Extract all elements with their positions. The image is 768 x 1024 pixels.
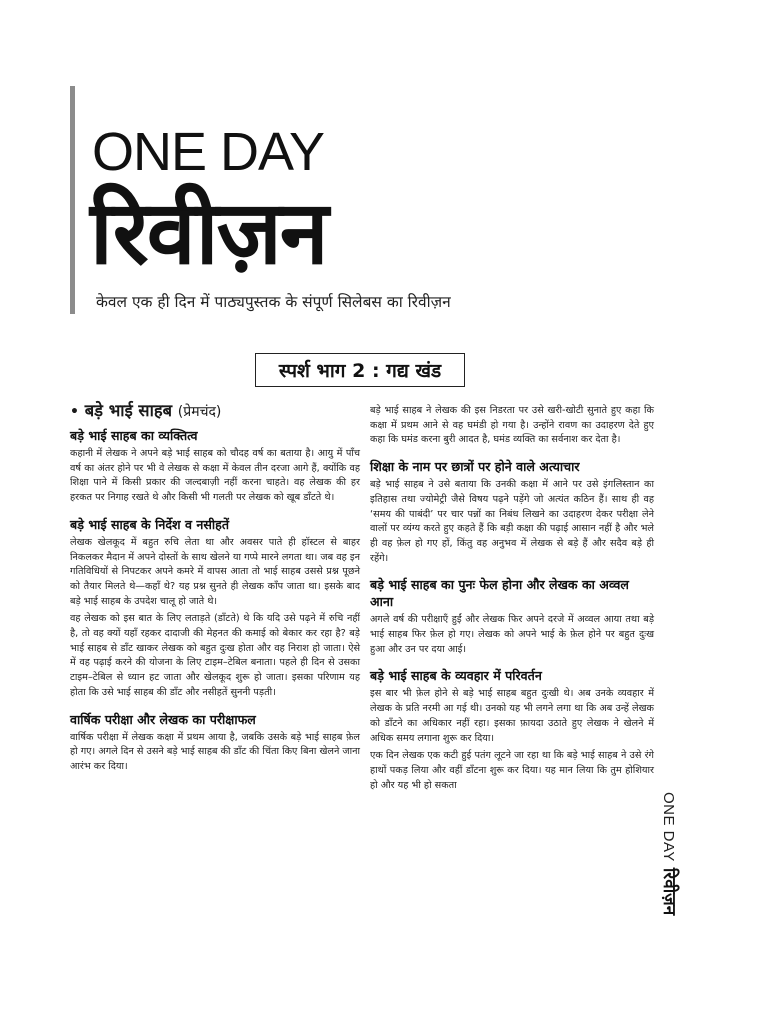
section-heading: बड़े भाई साहब का पुनः फेल होना और लेखक का अव्वल आना: [370, 577, 629, 610]
paragraph: लेखक खेलकूद में बहुत रुचि लेता था और अवसर पाते ही हॉस्टल से बाहर निकलकर मैदान में अपने दोस्तों के साथ खेलने या गप्पे मारने लगता था। जब वह इन गतिविधियों से निपटकर अपने कमरे में वापस आता तो भाई साहब उससे प्रश्न पूछने को तैयार मिलते थे—कहाँ थे? यह प्रश्न सुनते ही लेखक काँप जाता था। इसके बाद बड़े भाई साहब के उपदेश चालू हो जाते थे।: [70, 536, 360, 607]
paragraph: कहानी में लेखक ने अपने बड़े भाई साहब को चौदह वर्ष का बताया है। आयु में पाँच वर्ष का अंतर होने पर भी वे लेखक से कक्षा में केवल तीन दरजा आगे हैं, क्योंकि वह शिक्षा पाने में किसी प्रकार की जल्दबाज़ी नहीं करना चाहते। वह लेखक की हर हरकत पर निगाह रखते थे और किसी भी गलती पर लेखक को खूब डाँटते थे।: [70, 448, 360, 504]
section-heading: शिक्षा के नाम पर छात्रों पर होने वाले अत्याचार: [370, 459, 580, 475]
chapter-name: बड़े भाई साहब: [84, 401, 173, 420]
paragraph: वह लेखक को इस बात के लिए लताड़ते (डाँटते) थे कि यदि उसे पढ़ने में रुचि नहीं है, तो वह क्यों यहाँ रहकर दादाजी की मेहनत की कमाई को बेकार कर रहा है? बड़े भाई साहब से डाँट खाकर लेखक को बहुत दुःख होता और वह निराश हो जाता। ऐसे में वह पढ़ाई करने की योजना के लिए टाइम–टेबिल बनाता। पहले ही दिन से उसका टाइम–टेबिल से ध्यान हट जाता और खेलकूद शुरू हो जाता। इसका परिणाम यह होता कि उसे भाई साहब की डाँट और नसीहतें सुननी पड़ती।: [70, 613, 360, 698]
section-heading: बड़े भाई साहब के निर्देश व नसीहतें: [70, 516, 229, 532]
bullet-icon: •: [70, 404, 79, 420]
section-heading: बड़े भाई साहब का व्यक्तित्व: [70, 428, 198, 443]
section-heading: बड़े भाई साहब के व्यवहार में परिवर्तन: [370, 668, 542, 684]
side-label-english: ONE DAY: [660, 792, 677, 862]
paragraph: इस बार भी फ़ेल होने से बड़े भाई साहब बहुत दुःखी थे। अब उनके व्यवहार में लेखक के प्रति नरमी आ गई थी। उनको यह भी लगने लगा था कि अब उन्हें लेखक को डाँटने का अधिकार नहीं रहा। इसका फ़ायदा उठाते हुए लेखक ने खेलने में अधिक समय लगाना शुरू कर दिया।: [370, 688, 654, 744]
paragraph: वार्षिक परीक्षा में लेखक कक्षा में प्रथम आया है, जबकि उसके बड़े भाई साहब फ़ेल हो गए। अगले दिन से उसने बड़े भाई साहब की डाँट की चिंता किए बिना खेलने जाना आरंभ कर दिया।: [70, 731, 361, 772]
brand-title-hindi: रिवीज़न: [90, 181, 327, 284]
header-accent-bar: [70, 86, 75, 314]
chapter-author: (प्रेमचंद): [177, 404, 222, 420]
side-label-hindi: रिवीज़न: [659, 867, 679, 916]
brand-title-english: ONE DAY: [92, 122, 325, 182]
side-brand-label: [659, 792, 702, 944]
chapter-title: [70, 400, 360, 423]
paragraph: अगले वर्ष की परीक्षाएँ हुईं और लेखक फिर अपने दरजे में अव्वल आया तथा बड़े भाई साहब फिर फ़ेल हो गए। लेखक को अपने भाई के फ़ेल होने पर बहुत दुःख हुआ और उन पर दया आई।: [370, 614, 654, 655]
section-title-box: [255, 353, 465, 387]
left-column: [70, 400, 360, 778]
paragraph: एक दिन लेखक एक कटी हुई पतंग लूटने जा रहा था कि बड़े भाई साहब ने उसे रंगे हाथों पकड़ लिया और वहीं डाँटना शुरू कर दिया। यह मान लिया कि तुम होशियार हो और यह भी हो सकता: [370, 750, 654, 791]
tagline: केवल एक ही दिन में पाठ्यपुस्तक के संपूर्ण सिलेबस का रिवीज़न: [96, 293, 451, 311]
paragraph: बड़े भाई साहब ने उसे बताया कि उनकी कक्षा में आने पर उसे इंगलिस्तान का इतिहास तथा ज्योमेट्री जैसे विषय पढ़ने पड़ेंगे जो अत्यंत कठिन हैं। साथ ही वह ‘समय की पाबंदी’ पर चार पन्नों का निबंध लिखने का उदाहरण देकर परीक्षा लेने वालों पर व्यंग्य करते हुए कहते हैं कि बड़ी कक्षा की पढ़ाई आसान नहीं है और भले ही वह फ़ेल हो गए हों, किंतु वह अनुभव में लेखक से बड़े हैं और सदैव बड़े ही रहेंगे।: [370, 479, 654, 564]
paragraph: बड़े भाई साहब ने लेखक की इस निडरता पर उसे खरी-खोटी सुनाते हुए कहा कि कक्षा में प्रथम आने से वह घमंडी हो गया है। उन्होंने रावण का उदाहरण देते हुए कहा कि घमंड करना बुरी आदत है, घमंड व्यक्ति का सर्वनाश कर देता है।: [370, 405, 654, 446]
section-heading: वार्षिक परीक्षा और लेखक का परीक्षाफल: [70, 711, 256, 727]
section-title: स्पर्श भाग 2 : गद्य खंड: [278, 360, 442, 382]
right-column: [370, 404, 654, 796]
